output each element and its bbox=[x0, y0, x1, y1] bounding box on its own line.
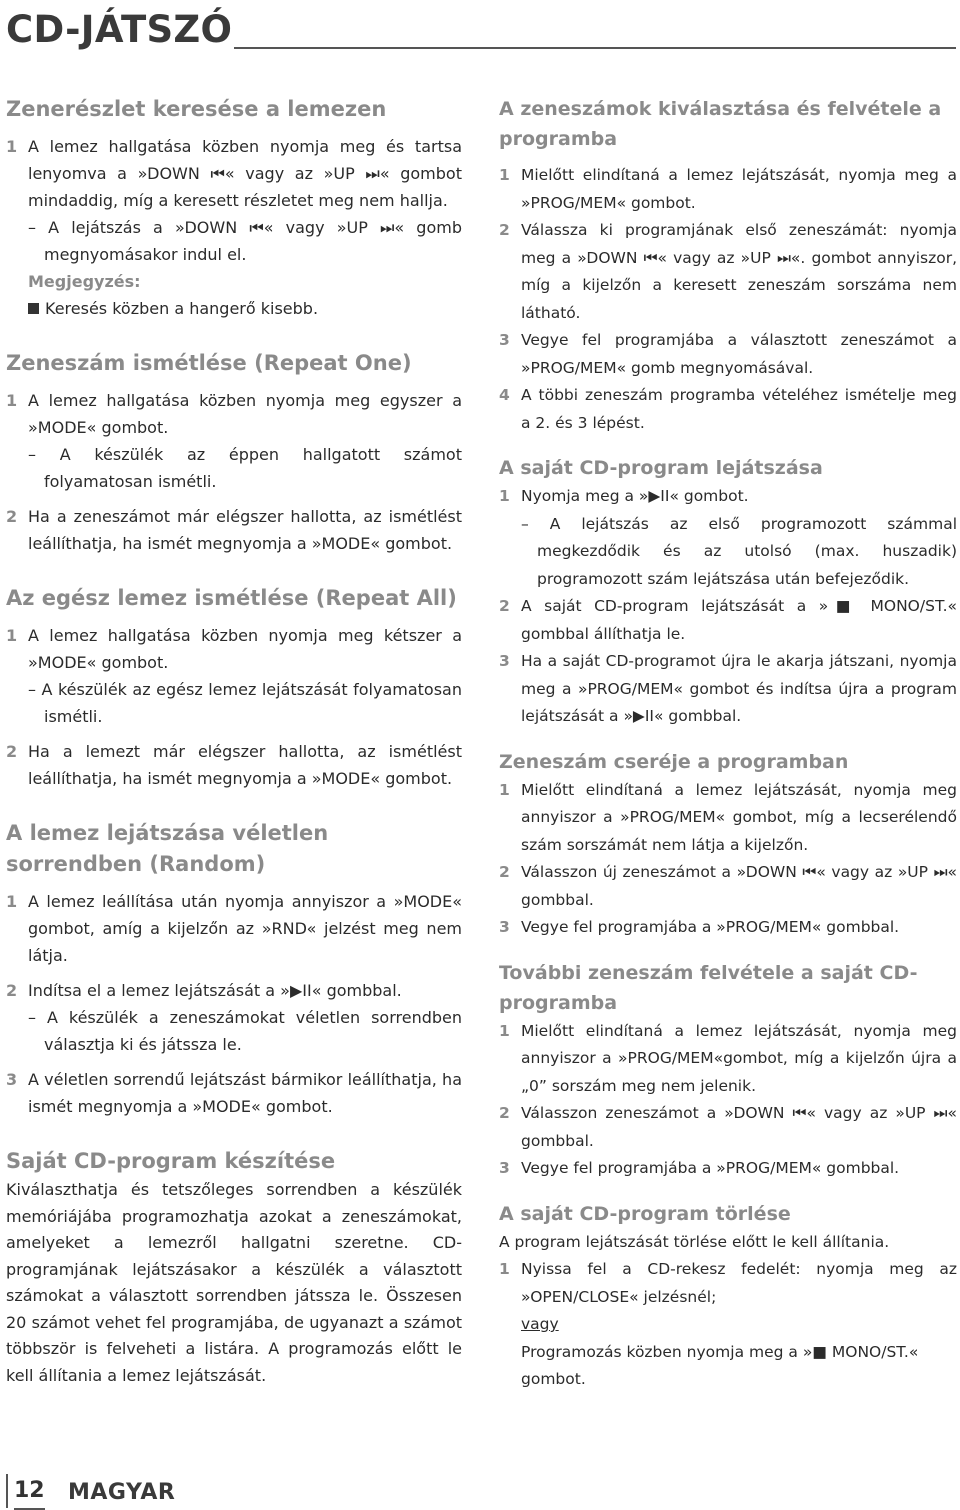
step-text: Ha a zeneszámot már elégszer hallotta, az ismétlést leállíthatja, ha ismét megnyomja a »MODE« gombot. bbox=[28, 507, 462, 553]
step-text: A véletlen sorrendű lejátszást bármikor leállíthatja, ha ismét megnyomja a »MODE« gombot. bbox=[28, 1070, 462, 1116]
page-title: CD-JÁTSZÓ bbox=[6, 8, 233, 51]
step-number: 1 bbox=[6, 137, 18, 156]
step-number: 2 bbox=[6, 742, 18, 761]
section-heading: További zeneszám felvétele a saját CD-programba bbox=[499, 961, 918, 1014]
step-text: Indítsa el a lemez lejátszását a »▶II« gombbal. bbox=[28, 981, 402, 1000]
note-heading: Megjegyzés: bbox=[28, 272, 141, 291]
step-item bbox=[499, 1256, 957, 1311]
step-item bbox=[6, 387, 462, 441]
step-text: A lemez hallgatása közben nyomja meg egyszer a »MODE« gombot. bbox=[28, 391, 462, 437]
footer-bar bbox=[6, 1474, 8, 1508]
note-item bbox=[6, 295, 462, 322]
language-label: MAGYAR bbox=[68, 1480, 176, 1505]
step-number: 1 bbox=[6, 626, 18, 645]
square-bullet-icon bbox=[28, 303, 39, 314]
step-number: 3 bbox=[499, 1159, 510, 1177]
step-number: 3 bbox=[6, 1070, 18, 1089]
step-text: Vegye fel programjába a »PROG/MEM« gombbal. bbox=[521, 918, 900, 936]
step-text: Válassza ki programjának első zeneszámát: nyomja meg a »DOWN ⏮« vagy az »UP ⏭«. gombot annyiszor, míg a kijelzőn a keresett zeneszám sorszáma nem látható. bbox=[521, 221, 957, 322]
section-select-tracks bbox=[499, 94, 957, 437]
step-item bbox=[499, 859, 957, 914]
step-number: 1 bbox=[6, 391, 18, 410]
step-number: 2 bbox=[6, 507, 18, 526]
step-item bbox=[6, 503, 462, 557]
step-item bbox=[499, 483, 957, 511]
step-text: Vegye fel programjába a »PROG/MEM« gombbal. bbox=[521, 1159, 900, 1177]
step-number: 1 bbox=[6, 892, 18, 911]
step-text: A lemez leállítása után nyomja annyiszor a »MODE« gombot, amíg a kijelzőn az »RND« jelzést meg nem látja. bbox=[28, 892, 462, 965]
section-search bbox=[6, 94, 462, 322]
section-heading: A zeneszámok kiválasztása és felvétele a programba bbox=[499, 98, 942, 150]
step-text: Nyomja meg a »▶II« gombot. bbox=[521, 487, 749, 505]
section-own-program bbox=[6, 1146, 462, 1389]
step-item bbox=[6, 133, 462, 214]
section-repeat-all bbox=[6, 583, 462, 792]
result-note: – A készülék az egész lemez lejátszását folyamatosan ismétli. bbox=[28, 680, 462, 726]
step-text: Válasszon új zeneszámot a »DOWN ⏮« vagy az »UP ⏭« gombbal. bbox=[521, 863, 957, 909]
step-text: Vegye fel programjába a választott zeneszámot a »PROG/MEM« gomb megnyomásával. bbox=[521, 331, 957, 377]
step-number: 2 bbox=[499, 863, 510, 881]
section-heading: A saját CD-program törlése bbox=[499, 1202, 791, 1225]
step-number: 1 bbox=[499, 1260, 510, 1278]
section-heading: Saját CD-program készítése bbox=[6, 1149, 336, 1173]
step-item bbox=[499, 162, 957, 217]
step-item bbox=[6, 622, 462, 676]
step-text: Nyissa fel a CD-rekesz fedelét: nyomja meg az »OPEN/CLOSE« jelzésnél; bbox=[521, 1260, 957, 1306]
step-item bbox=[6, 888, 462, 969]
section-heading: Zeneszám cseréje a programban bbox=[499, 750, 849, 773]
page-header bbox=[6, 6, 956, 54]
intro-paragraph: A program lejátszását törlése előtt le kell állítania. bbox=[499, 1232, 890, 1251]
alternative-text: Programozás közben nyomja meg a »■ MONO/ST.« gombot. bbox=[521, 1342, 919, 1388]
result-note: – A lejátszás a »DOWN ⏮« vagy »UP ⏭« gomb megnyomásakor indul el. bbox=[28, 218, 462, 264]
step-number: 1 bbox=[499, 780, 510, 799]
step-text: A lemez hallgatása közben nyomja meg és tartsa lenyomva a »DOWN ⏮« vagy az »UP ⏭« gombot mindaddig, míg a keresett részletet meg nem hallja. bbox=[28, 137, 462, 210]
step-text: A lemez hallgatása közben nyomja meg kétszer a »MODE« gombot. bbox=[28, 626, 462, 672]
step-item bbox=[499, 1155, 957, 1183]
section-heading: Zeneszám ismétlése (Repeat One) bbox=[6, 351, 412, 375]
section-heading: Zenerészlet keresése a lemezen bbox=[6, 97, 387, 121]
step-number: 2 bbox=[499, 1104, 510, 1122]
title-rule bbox=[234, 47, 956, 49]
section-replace-track bbox=[499, 747, 957, 942]
alternative-label: vagy bbox=[521, 1315, 559, 1333]
intro-paragraph: Kiválaszthatja és tetszőleges sorrendben a készülék memóriájába programozhatja azokat a zeneszámokat, amelyeket a lemezről hallgatni szeretne. CD-programjának lejátszásakor a készülék a választott számokat a választott sorrendben játssza le. Összesen 20 számot vehet fel programjába, de ugyanazt a számot többször is felveheti a listára. A programozás előtt le kell állítania a lemez lejátszását. bbox=[6, 1180, 462, 1385]
section-heading: A lemez lejátszása véletlen sorrendben (Random) bbox=[6, 821, 329, 876]
step-text: Ha a lemezt már elégszer hallotta, az ismétlést leállíthatja, ha ismét megnyomja a »MODE« gombot. bbox=[28, 742, 462, 788]
section-add-track bbox=[499, 958, 957, 1183]
step-number: 1 bbox=[499, 1021, 510, 1040]
step-item bbox=[6, 977, 462, 1004]
step-item bbox=[6, 738, 462, 792]
step-text: A többi zeneszám programba vételéhez ismételje meg a 2. és 3 lépést. bbox=[521, 386, 957, 432]
left-column bbox=[6, 94, 462, 1389]
right-column bbox=[499, 94, 957, 1394]
step-number: 3 bbox=[499, 918, 510, 936]
step-number: 2 bbox=[499, 597, 510, 615]
step-item bbox=[499, 648, 957, 731]
step-text: Válasszon zeneszámot a »DOWN ⏮« vagy az »UP ⏭« gombbal. bbox=[521, 1104, 957, 1150]
section-random bbox=[6, 818, 462, 1120]
step-number: 2 bbox=[6, 981, 18, 1000]
step-number: 2 bbox=[499, 221, 510, 239]
step-number: 4 bbox=[499, 386, 510, 404]
step-text: Mielőtt elindítaná a lemez lejátszását, nyomja meg a »PROG/MEM« gombot. bbox=[521, 166, 957, 212]
step-number: 3 bbox=[499, 331, 510, 349]
step-number: 3 bbox=[499, 652, 510, 670]
page-number: 12 bbox=[14, 1474, 45, 1510]
step-item bbox=[499, 777, 957, 860]
result-note: – A lejátszás az első programozott számmal megkezdődik és az utolsó (max. huszadik) programozott szám lejátszása után befejeződik. bbox=[521, 514, 957, 588]
note-text: Keresés közben a hangerő kisebb. bbox=[45, 299, 319, 318]
step-text: A saját CD-program lejátszását a »■ MONO/ST.« gombbal állíthatja le. bbox=[521, 597, 957, 643]
step-item bbox=[499, 914, 957, 942]
step-item bbox=[6, 1066, 462, 1120]
step-text: Mielőtt elindítaná a lemez lejátszását, nyomja meg annyiszor a »PROG/MEM«gombot, míg a kijelzőn újra a „0” sorszám meg nem jelenik. bbox=[521, 1021, 957, 1095]
result-note: – A készülék az éppen hallgatott számot folyamatosan ismétli. bbox=[28, 445, 462, 491]
step-number: 1 bbox=[499, 487, 510, 505]
step-number: 1 bbox=[499, 166, 510, 184]
step-text: Mielőtt elindítaná a lemez lejátszását, nyomja meg annyiszor a »PROG/MEM« gombot, míg a lecserélendő szám sorszámát nem látja a kijelzőn. bbox=[521, 780, 957, 854]
section-delete-program bbox=[499, 1199, 957, 1394]
section-repeat-one bbox=[6, 348, 462, 557]
step-text: Ha a saját CD-programot újra le akarja játszani, nyomja meg a »PROG/MEM« gombot és indítsa újra a program lejátszását a »▶II« gombbal. bbox=[521, 652, 957, 725]
section-play-program bbox=[499, 453, 957, 731]
step-item bbox=[499, 382, 957, 437]
section-heading: Az egész lemez ismétlése (Repeat All) bbox=[6, 586, 457, 610]
result-note: – A készülék a zeneszámokat véletlen sorrendben választja ki és játssza le. bbox=[28, 1008, 462, 1054]
step-item bbox=[499, 327, 957, 382]
step-item bbox=[499, 593, 957, 648]
section-heading: A saját CD-program lejátszása bbox=[499, 457, 823, 479]
step-item bbox=[499, 217, 957, 327]
step-item bbox=[499, 1018, 957, 1101]
step-item bbox=[499, 1100, 957, 1155]
